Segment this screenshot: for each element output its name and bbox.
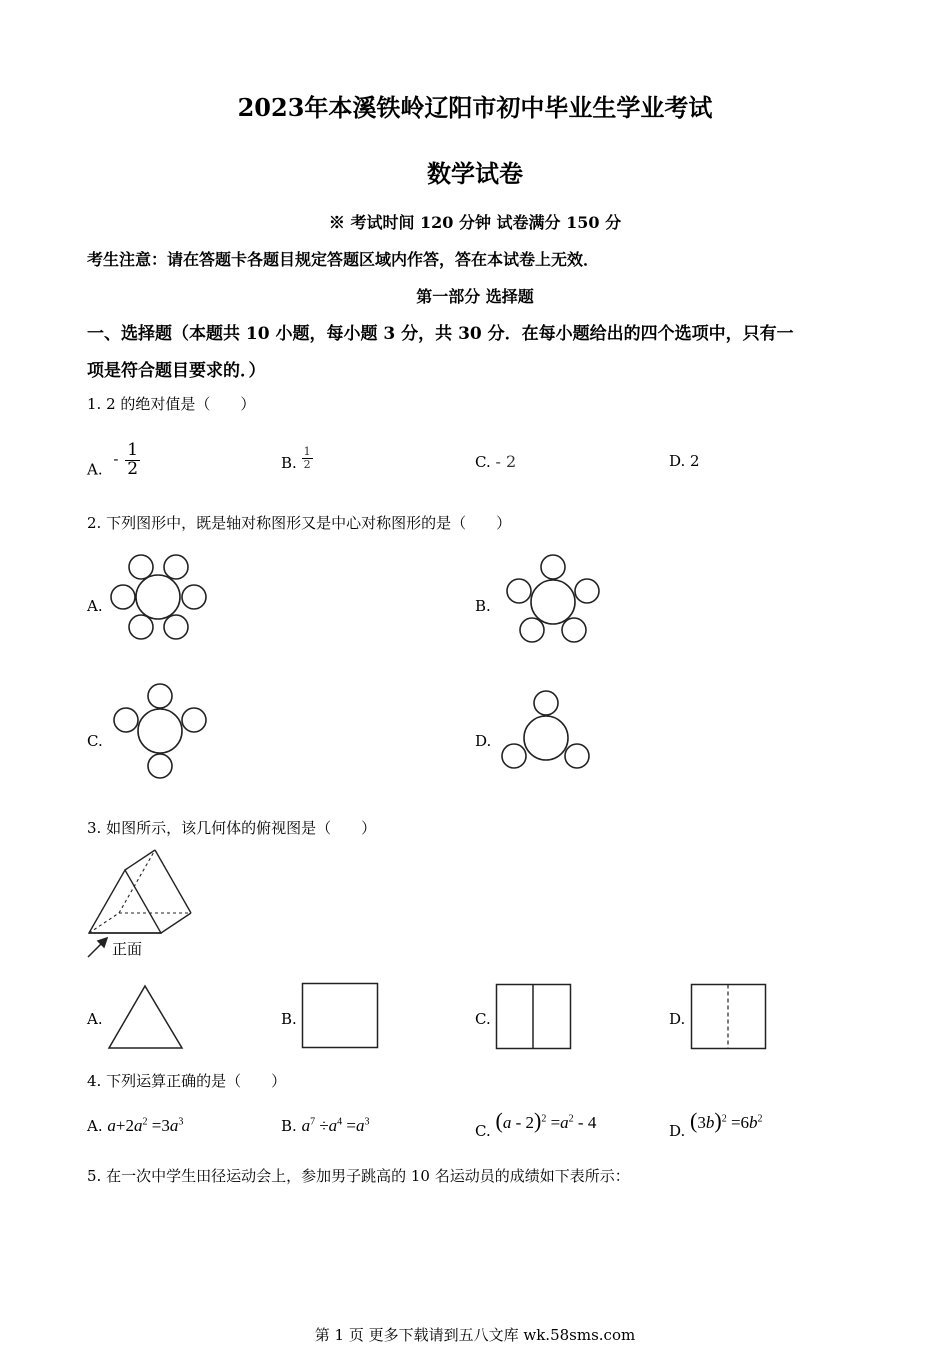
q4-b-label: B. — [281, 1117, 297, 1135]
q5-stem: 5. 在一次中学生田径运动会上，参加男子跳高的 10 名运动员的成绩如下表所示： — [87, 1167, 630, 1185]
q4-c-op: - 2 — [511, 1113, 534, 1132]
q4-b-eq: = — [346, 1116, 357, 1135]
q2-c-label: C. — [87, 732, 103, 750]
q4-a-label: A. — [87, 1117, 103, 1135]
q4-c-expression — [495, 1108, 597, 1133]
q1-a-sign: - — [113, 450, 119, 469]
q3-prism-figure — [85, 845, 200, 965]
q4-a-exp2: 2 — [142, 1116, 148, 1128]
q4-d-rparen: ) — [714, 1108, 722, 1133]
q4-d-expression — [690, 1108, 763, 1133]
q4-d-term1: b — [705, 1113, 715, 1132]
q4-c-exp1: 2 — [541, 1113, 547, 1125]
q1-b-denominator: 2 — [303, 457, 311, 471]
q4-d-exp2: 2 — [757, 1113, 763, 1125]
q4-c-label: C. — [475, 1122, 491, 1140]
q1-a-label: A. — [87, 460, 103, 479]
q4-d-label: D. — [669, 1122, 686, 1140]
q4-d-term2: b — [749, 1113, 758, 1132]
q4-c-eq: = — [550, 1113, 561, 1132]
q4-b-expression — [302, 1116, 370, 1135]
q3-stem: 3. 如图所示，该几何体的俯视图是（ ） — [87, 819, 377, 837]
q4-b-op: ÷ — [319, 1116, 329, 1135]
q3-option-a-triangle — [106, 983, 186, 1051]
q2-figure-c — [105, 680, 215, 785]
q4-c-lparen: ( — [495, 1108, 503, 1133]
q4-option-a — [87, 1116, 183, 1136]
part-title: 第一部分 选择题 — [416, 287, 534, 306]
q4-c-exp2: 2 — [568, 1113, 574, 1125]
q4-c-tail: - 4 — [573, 1113, 597, 1132]
q4-a-term: a — [107, 1116, 116, 1135]
q4-b-exp1: 7 — [310, 1116, 316, 1128]
q4-a-op: +2 — [115, 1116, 134, 1135]
q4-c-term1: a — [502, 1113, 512, 1132]
q4-b-term1: a — [301, 1116, 311, 1135]
q3-d-label: D. — [669, 1010, 686, 1028]
q4-d-eq: =6 — [730, 1113, 750, 1132]
q4-option-d — [669, 1108, 763, 1142]
q1-option-b — [281, 445, 313, 476]
section-heading-line1: 一、选择题（本题共 10 小题，每小题 3 分，共 30 分．在每小题给出的四个选项中，只有一 — [87, 324, 794, 344]
q1-c-value: - 2 — [495, 452, 517, 471]
q2-a-label: A. — [87, 597, 103, 615]
q3-option-d-dashed-rectangle — [690, 983, 770, 1051]
q1-d-label: D. — [669, 452, 686, 470]
q4-a-expression — [107, 1116, 183, 1135]
q1-a-denominator: 2 — [127, 458, 139, 479]
q4-c-rparen: ) — [534, 1108, 542, 1133]
paper-subtitle: 数学试卷 — [427, 159, 523, 188]
q3-a-label: A. — [87, 1010, 103, 1028]
q1-option-a — [87, 440, 139, 489]
q4-c-term2: a — [560, 1113, 569, 1132]
q4-a-exp3: 3 — [178, 1116, 184, 1128]
q1-d-value: 2 — [690, 452, 700, 470]
exam-info: ※ 考试时间 120 分钟 试卷满分 150 分 — [328, 213, 622, 232]
q2-figure-b — [500, 550, 610, 645]
q2-stem: 2. 下列图形中，既是轴对称图形又是中心对称图形的是（ ） — [87, 514, 512, 532]
q1-b-fraction — [302, 446, 313, 470]
q2-b-label: B. — [475, 597, 491, 615]
q2-figure-d — [495, 685, 605, 780]
q1-option-c — [475, 452, 516, 471]
q1-a-fraction — [125, 442, 140, 479]
q1-b-label: B. — [281, 454, 297, 473]
q4-b-term2: a — [328, 1116, 338, 1135]
q4-a-term2: a — [133, 1116, 143, 1135]
q4-a-term3: a — [169, 1116, 179, 1135]
q3-b-label: B. — [281, 1010, 297, 1028]
q4-d-exp1: 2 — [721, 1113, 727, 1125]
candidate-notice: 考生注意：请在答题卡各题目规定答题区域内作答，答在本试卷上无效． — [87, 250, 600, 269]
q3-front-label: 正面 — [112, 940, 143, 958]
q1-a-numerator: 1 — [127, 440, 139, 460]
q4-d-coef: 3 — [697, 1113, 706, 1132]
q4-b-exp3: 3 — [364, 1116, 370, 1128]
q1-b-numerator: 1 — [303, 445, 311, 458]
q1-stem: 1. 2 的绝对值是（ ） — [87, 395, 256, 413]
q2-d-label: D. — [475, 732, 492, 750]
page-footer: 第 1 页 更多下载请到五八文库 wk.58sms.com — [314, 1326, 636, 1344]
q4-option-b — [281, 1116, 370, 1136]
q1-c-label: C. — [475, 453, 491, 471]
q4-b-exp2: 4 — [337, 1116, 343, 1128]
q4-stem: 4. 下列运算正确的是（ ） — [87, 1072, 287, 1090]
q3-option-c-split-rectangle — [495, 983, 575, 1051]
q2-figure-a — [105, 550, 215, 645]
q1-option-d — [669, 452, 700, 470]
section-heading-line2: 项是符合题目要求的．） — [87, 361, 266, 381]
q3-c-label: C. — [475, 1010, 491, 1028]
q3-option-b-rectangle — [301, 982, 381, 1050]
exam-title: 2023年本溪铁岭辽阳市初中毕业生学业考试 — [237, 93, 713, 122]
q4-option-c — [475, 1108, 597, 1142]
q4-a-eq: =3 — [151, 1116, 170, 1135]
q4-b-term3: a — [356, 1116, 365, 1135]
q4-d-lparen: ( — [690, 1108, 698, 1133]
